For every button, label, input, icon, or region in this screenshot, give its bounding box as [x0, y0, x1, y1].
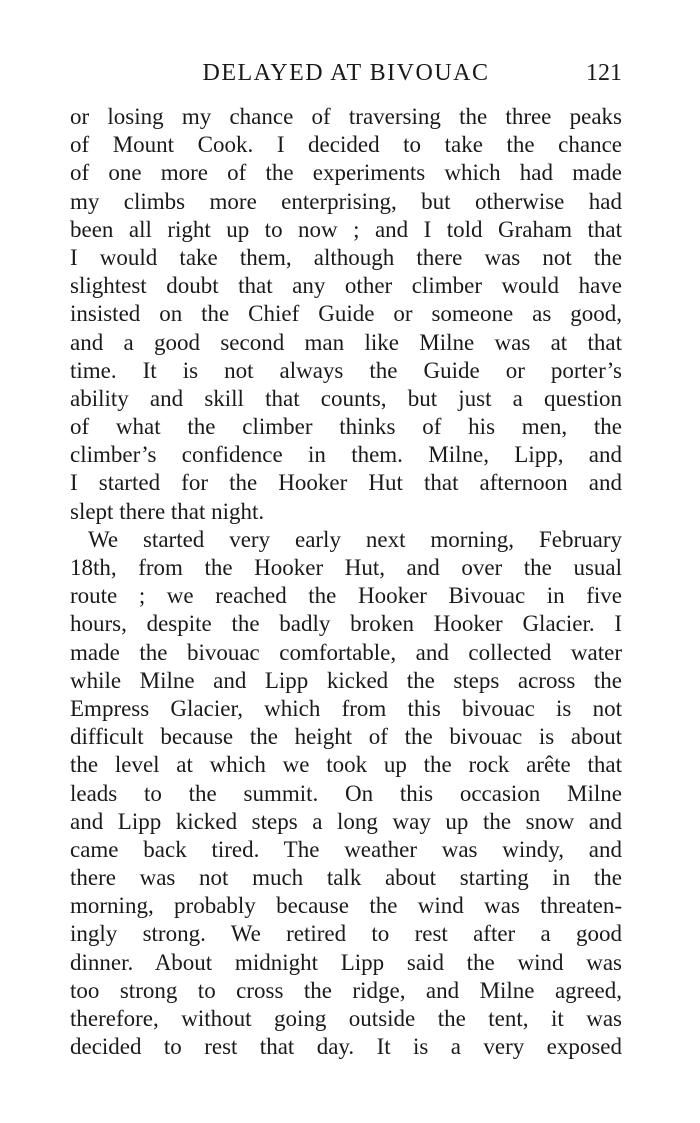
text-line: ingly strong. We retired to rest after a good	[70, 921, 622, 947]
text-line: time. It is not always the Guide or porter’s	[70, 357, 622, 383]
text-line: there was not much talk about starting in the	[70, 865, 622, 891]
text-line: 18th, from the Hooker Hut, and over the usual	[70, 555, 622, 580]
text-line: and a good second man like Milne was at that	[70, 329, 622, 355]
text-line: ability and skill that counts, but just a question	[70, 385, 622, 411]
text-line: therefore, without going outside the tent, it was	[70, 1006, 622, 1031]
text-line: been all right up to now ; and I told Graham that	[70, 216, 622, 242]
text-line: insisted on the Chief Guide or someone as good,	[70, 301, 622, 327]
text-line: dinner. About midnight Lipp said the wind was	[70, 949, 622, 975]
text-line: Empress Glacier, which from this bivouac is not	[70, 695, 622, 721]
text-line: climber’s confidence in them. Milne, Lipp, and	[70, 442, 622, 468]
text-line: leads to the summit. On this occasion Milne	[70, 780, 622, 806]
page-number: 121	[586, 60, 622, 86]
chapter-title: DELAYED AT BIVOUAC	[202, 60, 490, 86]
body-text	[70, 103, 622, 1061]
text-line: came back tired. The weather was windy, and	[70, 836, 622, 862]
text-line: decided to rest that day. It is a very exposed	[70, 1034, 622, 1060]
paragraph-end-line: slept there that night.	[70, 498, 265, 524]
text-line: and Lipp kicked steps a long way up the snow and	[70, 808, 622, 834]
running-head	[70, 60, 622, 100]
text-line: morning, probably because the wind was threaten-	[70, 893, 622, 919]
text-line: too strong to cross the ridge, and Milne agreed,	[70, 977, 622, 1003]
text-line: the level at which we took up the rock arête that	[70, 752, 622, 778]
text-line: of what the climber thinks of his men, the	[70, 414, 622, 440]
text-line: of one more of the experiments which had made	[70, 160, 622, 186]
text-line: I started for the Hooker Hut that afternoon and	[70, 470, 622, 496]
text-line: made the bivouac comfortable, and collected water	[70, 639, 622, 665]
text-line: of Mount Cook. I decided to take the chance	[70, 132, 622, 158]
paragraph-first-line: We started very early next morning, February	[88, 526, 622, 552]
text-line: slightest doubt that any other climber would have	[70, 273, 622, 299]
text-line: difficult because the height of the bivouac is about	[70, 724, 622, 750]
text-line: while Milne and Lipp kicked the steps across the	[70, 667, 622, 693]
text-line: route ; we reached the Hooker Bivouac in five	[70, 583, 622, 609]
text-line: or losing my chance of traversing the three peaks	[70, 104, 622, 129]
text-line: I would take them, although there was not the	[70, 244, 622, 270]
text-line: my climbs more enterprising, but otherwise had	[70, 188, 622, 214]
text-line: hours, despite the badly broken Hooker Glacier. I	[70, 611, 622, 637]
